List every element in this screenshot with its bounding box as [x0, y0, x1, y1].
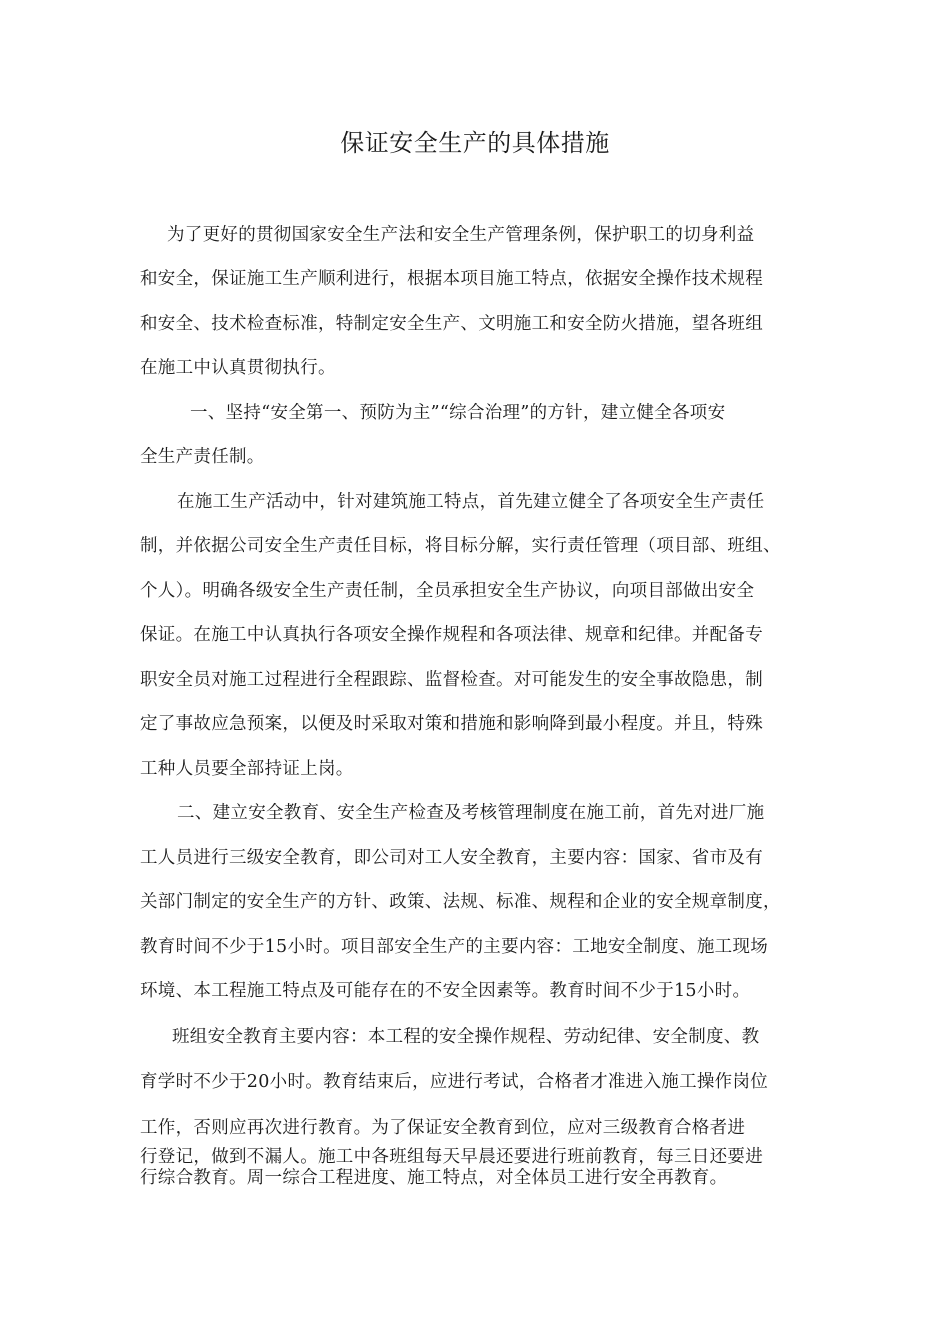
paragraph-line: 班组安全教育主要内容：本工程的安全操作规程、劳动纪律、安全制度、教	[172, 1027, 760, 1047]
paragraph-line: 和安全，保证施工生产顺利进行，根据本项目施工特点，依据安全操作技术规程	[140, 269, 763, 289]
paragraph-line: 工作，否则应再次进行教育。为了保证安全教育到位，应对三级教育合格者进	[140, 1118, 746, 1138]
document-title: 保证安全生产的具体措施	[340, 129, 610, 157]
paragraph-line: 制，并依据公司安全生产责任目标，将目标分解，实行责任管理（项目部、班组、	[140, 536, 781, 556]
section-heading-line: 一、坚持“安全第一、预防为主”“综合治理”的方针，建立健全各项安	[190, 403, 726, 423]
paragraph-line: 为了更好的贯彻国家安全生产法和安全生产管理条例，保护职工的切身利益	[167, 225, 755, 245]
paragraph-line: 和安全、技术检查标准，特制定安全生产、文明施工和安全防火措施，望各班组	[140, 314, 763, 334]
paragraph-line: 教育时间不少于15小时。项目部安全生产的主要内容：工地安全制度、施工现场	[140, 937, 769, 957]
section-heading-line: 全生产责任制。	[140, 447, 265, 467]
paragraph-line: 在施工生产活动中，针对建筑施工特点，首先建立健全了各项安全生产责任	[177, 492, 765, 512]
paragraph-line: 育学时不少于20小时。教育结束后，应进行考试，合格者才准进入施工操作岗位	[140, 1072, 769, 1092]
paragraph-line: 保证。在施工中认真执行各项安全操作规程和各项法律、规章和纪律。并配备专	[140, 625, 763, 645]
paragraph-line: 定了事故应急预案，以便及时采取对策和措施和影响降到最小程度。并且，特殊	[140, 714, 763, 734]
paragraph-line: 关部门制定的安全生产的方针、政策、法规、标准、规程和企业的安全规章制度，	[140, 892, 781, 912]
paragraph-line: 在施工中认真贯彻执行。	[140, 358, 336, 378]
paragraph-line: 行登记，做到不漏人。施工中各班组每天早晨还要进行班前教育，每三日还要进	[140, 1147, 763, 1167]
paragraph-line: 环境、本工程施工特点及可能存在的不安全因素等。教育时间不少于15小时。	[140, 981, 751, 1001]
paragraph-line: 职安全员对施工过程进行全程跟踪、监督检查。对可能发生的安全事故隐患，制	[140, 670, 763, 690]
paragraph-line: 行综合教育。周一综合工程进度、施工特点，对全体员工进行安全再教育。	[140, 1168, 728, 1188]
paragraph-line: 个人）。明确各级安全生产责任制，全员承担安全生产协议，向项目部做出安全	[140, 581, 755, 601]
section-heading-line: 二、建立安全教育、安全生产检查及考核管理制度在施工前，首先对进厂施	[177, 803, 765, 823]
paragraph-line: 工种人员要全部持证上岗。	[140, 759, 354, 779]
paragraph-line: 工人员进行三级安全教育，即公司对工人安全教育，主要内容：国家、省市及有	[140, 848, 763, 868]
